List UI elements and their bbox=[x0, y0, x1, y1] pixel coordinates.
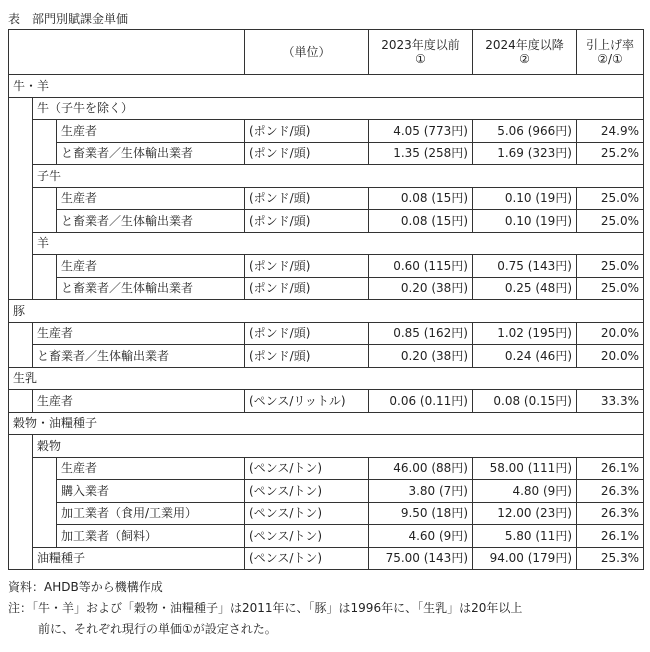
row-value-2024: 0.10 (19円) bbox=[473, 187, 577, 210]
subgroup-cattle: 牛（子牛を除く） bbox=[33, 97, 644, 120]
group-row bbox=[9, 75, 644, 98]
subgroup-row bbox=[9, 165, 644, 188]
row-value-2023: 0.08 (15円) bbox=[369, 187, 473, 210]
row-rate: 33.3% bbox=[577, 390, 644, 413]
row-unit: (ペンス/トン) bbox=[245, 480, 369, 503]
header-col-2024 bbox=[473, 30, 577, 75]
row-value-2024: 0.08 (0.15円) bbox=[473, 390, 577, 413]
row-value-2023: 0.08 (15円) bbox=[369, 210, 473, 233]
row-unit: (ポンド/頭) bbox=[245, 210, 369, 233]
row-unit: (ペンス/トン) bbox=[245, 457, 369, 480]
row-label: 加工業者（飼料） bbox=[57, 525, 245, 548]
row-label: 油糧種子 bbox=[33, 547, 245, 570]
row-value-2023: 0.06 (0.11円) bbox=[369, 390, 473, 413]
source-note: 資料：AHDB等から機構作成 bbox=[8, 580, 163, 594]
row-label: 生産者 bbox=[57, 187, 245, 210]
header-rate-formula: ②/① bbox=[597, 52, 623, 66]
table-row bbox=[9, 322, 644, 345]
row-unit: (ポンド/頭) bbox=[245, 277, 369, 300]
group-row bbox=[9, 412, 644, 435]
row-rate: 25.0% bbox=[577, 210, 644, 233]
subgroup-row bbox=[9, 97, 644, 120]
row-value-2024: 5.06 (966円) bbox=[473, 120, 577, 143]
header-2024-marker: ② bbox=[519, 52, 530, 66]
subgroup-cereals: 穀物 bbox=[33, 435, 644, 458]
table-header-row bbox=[9, 30, 644, 75]
table-row bbox=[9, 255, 644, 278]
row-label: 生産者 bbox=[57, 255, 245, 278]
row-unit: (ポンド/頭) bbox=[245, 142, 369, 165]
row-label: 生産者 bbox=[33, 390, 245, 413]
group-row bbox=[9, 367, 644, 390]
row-label: 生産者 bbox=[57, 457, 245, 480]
row-label: と畜業者／生体輸出業者 bbox=[57, 142, 245, 165]
table-row bbox=[9, 525, 644, 548]
row-label: 加工業者（食用/工業用） bbox=[57, 502, 245, 525]
footnote-line-1: 注：「牛・羊」および「穀物・油糧種子」は2011年に、「豚」は1996年に、「生乳」は20年以上 bbox=[8, 601, 523, 615]
row-rate: 20.0% bbox=[577, 345, 644, 368]
table-row bbox=[9, 345, 644, 368]
row-value-2023: 9.50 (18円) bbox=[369, 502, 473, 525]
subgroup-row bbox=[9, 435, 644, 458]
row-value-2023: 0.20 (38円) bbox=[369, 345, 473, 368]
row-label: と畜業者／生体輸出業者 bbox=[57, 210, 245, 233]
row-label: と畜業者／生体輸出業者 bbox=[33, 345, 245, 368]
row-unit: (ポンド/頭) bbox=[245, 345, 369, 368]
row-rate: 25.0% bbox=[577, 255, 644, 278]
row-label: 生産者 bbox=[57, 120, 245, 143]
row-unit: (ペンス/トン) bbox=[245, 547, 369, 570]
group-cattle-sheep: 牛・羊 bbox=[9, 75, 644, 98]
header-2023-marker: ① bbox=[415, 52, 426, 66]
header-rate-label: 引上げ率 bbox=[585, 38, 634, 52]
group-milk: 生乳 bbox=[9, 367, 644, 390]
row-value-2023: 0.20 (38円) bbox=[369, 277, 473, 300]
row-unit: (ペンス/リットル) bbox=[245, 390, 369, 413]
row-rate: 26.1% bbox=[577, 457, 644, 480]
row-value-2023: 4.05 (773円) bbox=[369, 120, 473, 143]
header-col-rate bbox=[577, 30, 644, 75]
row-value-2024: 0.25 (48円) bbox=[473, 277, 577, 300]
row-value-2024: 1.69 (323円) bbox=[473, 142, 577, 165]
table-notes bbox=[8, 577, 522, 640]
row-label: 購入業者 bbox=[57, 480, 245, 503]
row-rate: 24.9% bbox=[577, 120, 644, 143]
header-2024-label: 2024年度以降 bbox=[485, 38, 564, 52]
table-row bbox=[9, 457, 644, 480]
row-value-2023: 1.35 (258円) bbox=[369, 142, 473, 165]
table-row bbox=[9, 142, 644, 165]
row-value-2023: 3.80 (7円) bbox=[369, 480, 473, 503]
row-rate: 26.1% bbox=[577, 525, 644, 548]
row-value-2023: 75.00 (143円) bbox=[369, 547, 473, 570]
row-label: と畜業者／生体輸出業者 bbox=[57, 277, 245, 300]
row-value-2023: 0.60 (115円) bbox=[369, 255, 473, 278]
header-blank bbox=[9, 30, 245, 75]
row-rate: 25.0% bbox=[577, 277, 644, 300]
subgroup-row bbox=[9, 232, 644, 255]
table-row bbox=[9, 390, 644, 413]
row-value-2024: 5.80 (11円) bbox=[473, 525, 577, 548]
table-row bbox=[9, 120, 644, 143]
row-unit: (ポンド/頭) bbox=[245, 322, 369, 345]
row-value-2024: 0.75 (143円) bbox=[473, 255, 577, 278]
row-value-2024: 58.00 (111円) bbox=[473, 457, 577, 480]
row-rate: 25.0% bbox=[577, 187, 644, 210]
group-row bbox=[9, 300, 644, 323]
table-row bbox=[9, 480, 644, 503]
footnote-line-2: 前に、それぞれ現行の単価①が設定された。 bbox=[38, 622, 277, 636]
row-rate: 25.2% bbox=[577, 142, 644, 165]
row-value-2024: 1.02 (195円) bbox=[473, 322, 577, 345]
header-col-2023 bbox=[369, 30, 473, 75]
row-value-2024: 0.24 (46円) bbox=[473, 345, 577, 368]
row-label: 生産者 bbox=[33, 322, 245, 345]
row-value-2023: 46.00 (88円) bbox=[369, 457, 473, 480]
row-value-2023: 0.85 (162円) bbox=[369, 322, 473, 345]
table-caption: 表 部門別賦課金単価 bbox=[8, 12, 129, 26]
table-row bbox=[9, 210, 644, 233]
subgroup-sheep: 羊 bbox=[33, 232, 644, 255]
row-unit: (ポンド/頭) bbox=[245, 255, 369, 278]
row-value-2024: 4.80 (9円) bbox=[473, 480, 577, 503]
group-pig: 豚 bbox=[9, 300, 644, 323]
group-cereals-oilseeds: 穀物・油糧種子 bbox=[9, 412, 644, 435]
table-row bbox=[9, 502, 644, 525]
row-unit: (ペンス/トン) bbox=[245, 525, 369, 548]
row-unit: (ポンド/頭) bbox=[245, 120, 369, 143]
table-row bbox=[9, 187, 644, 210]
header-unit: （単位） bbox=[245, 30, 369, 75]
row-value-2024: 0.10 (19円) bbox=[473, 210, 577, 233]
subgroup-calf: 子牛 bbox=[33, 165, 644, 188]
row-value-2023: 4.60 (9円) bbox=[369, 525, 473, 548]
row-value-2024: 94.00 (179円) bbox=[473, 547, 577, 570]
table-row bbox=[9, 547, 644, 570]
row-rate: 20.0% bbox=[577, 322, 644, 345]
row-value-2024: 12.00 (23円) bbox=[473, 502, 577, 525]
header-2023-label: 2023年度以前 bbox=[381, 38, 460, 52]
levy-rate-table bbox=[8, 29, 644, 570]
table-row bbox=[9, 277, 644, 300]
row-unit: (ポンド/頭) bbox=[245, 187, 369, 210]
row-rate: 25.3% bbox=[577, 547, 644, 570]
row-rate: 26.3% bbox=[577, 480, 644, 503]
row-unit: (ペンス/トン) bbox=[245, 502, 369, 525]
row-rate: 26.3% bbox=[577, 502, 644, 525]
